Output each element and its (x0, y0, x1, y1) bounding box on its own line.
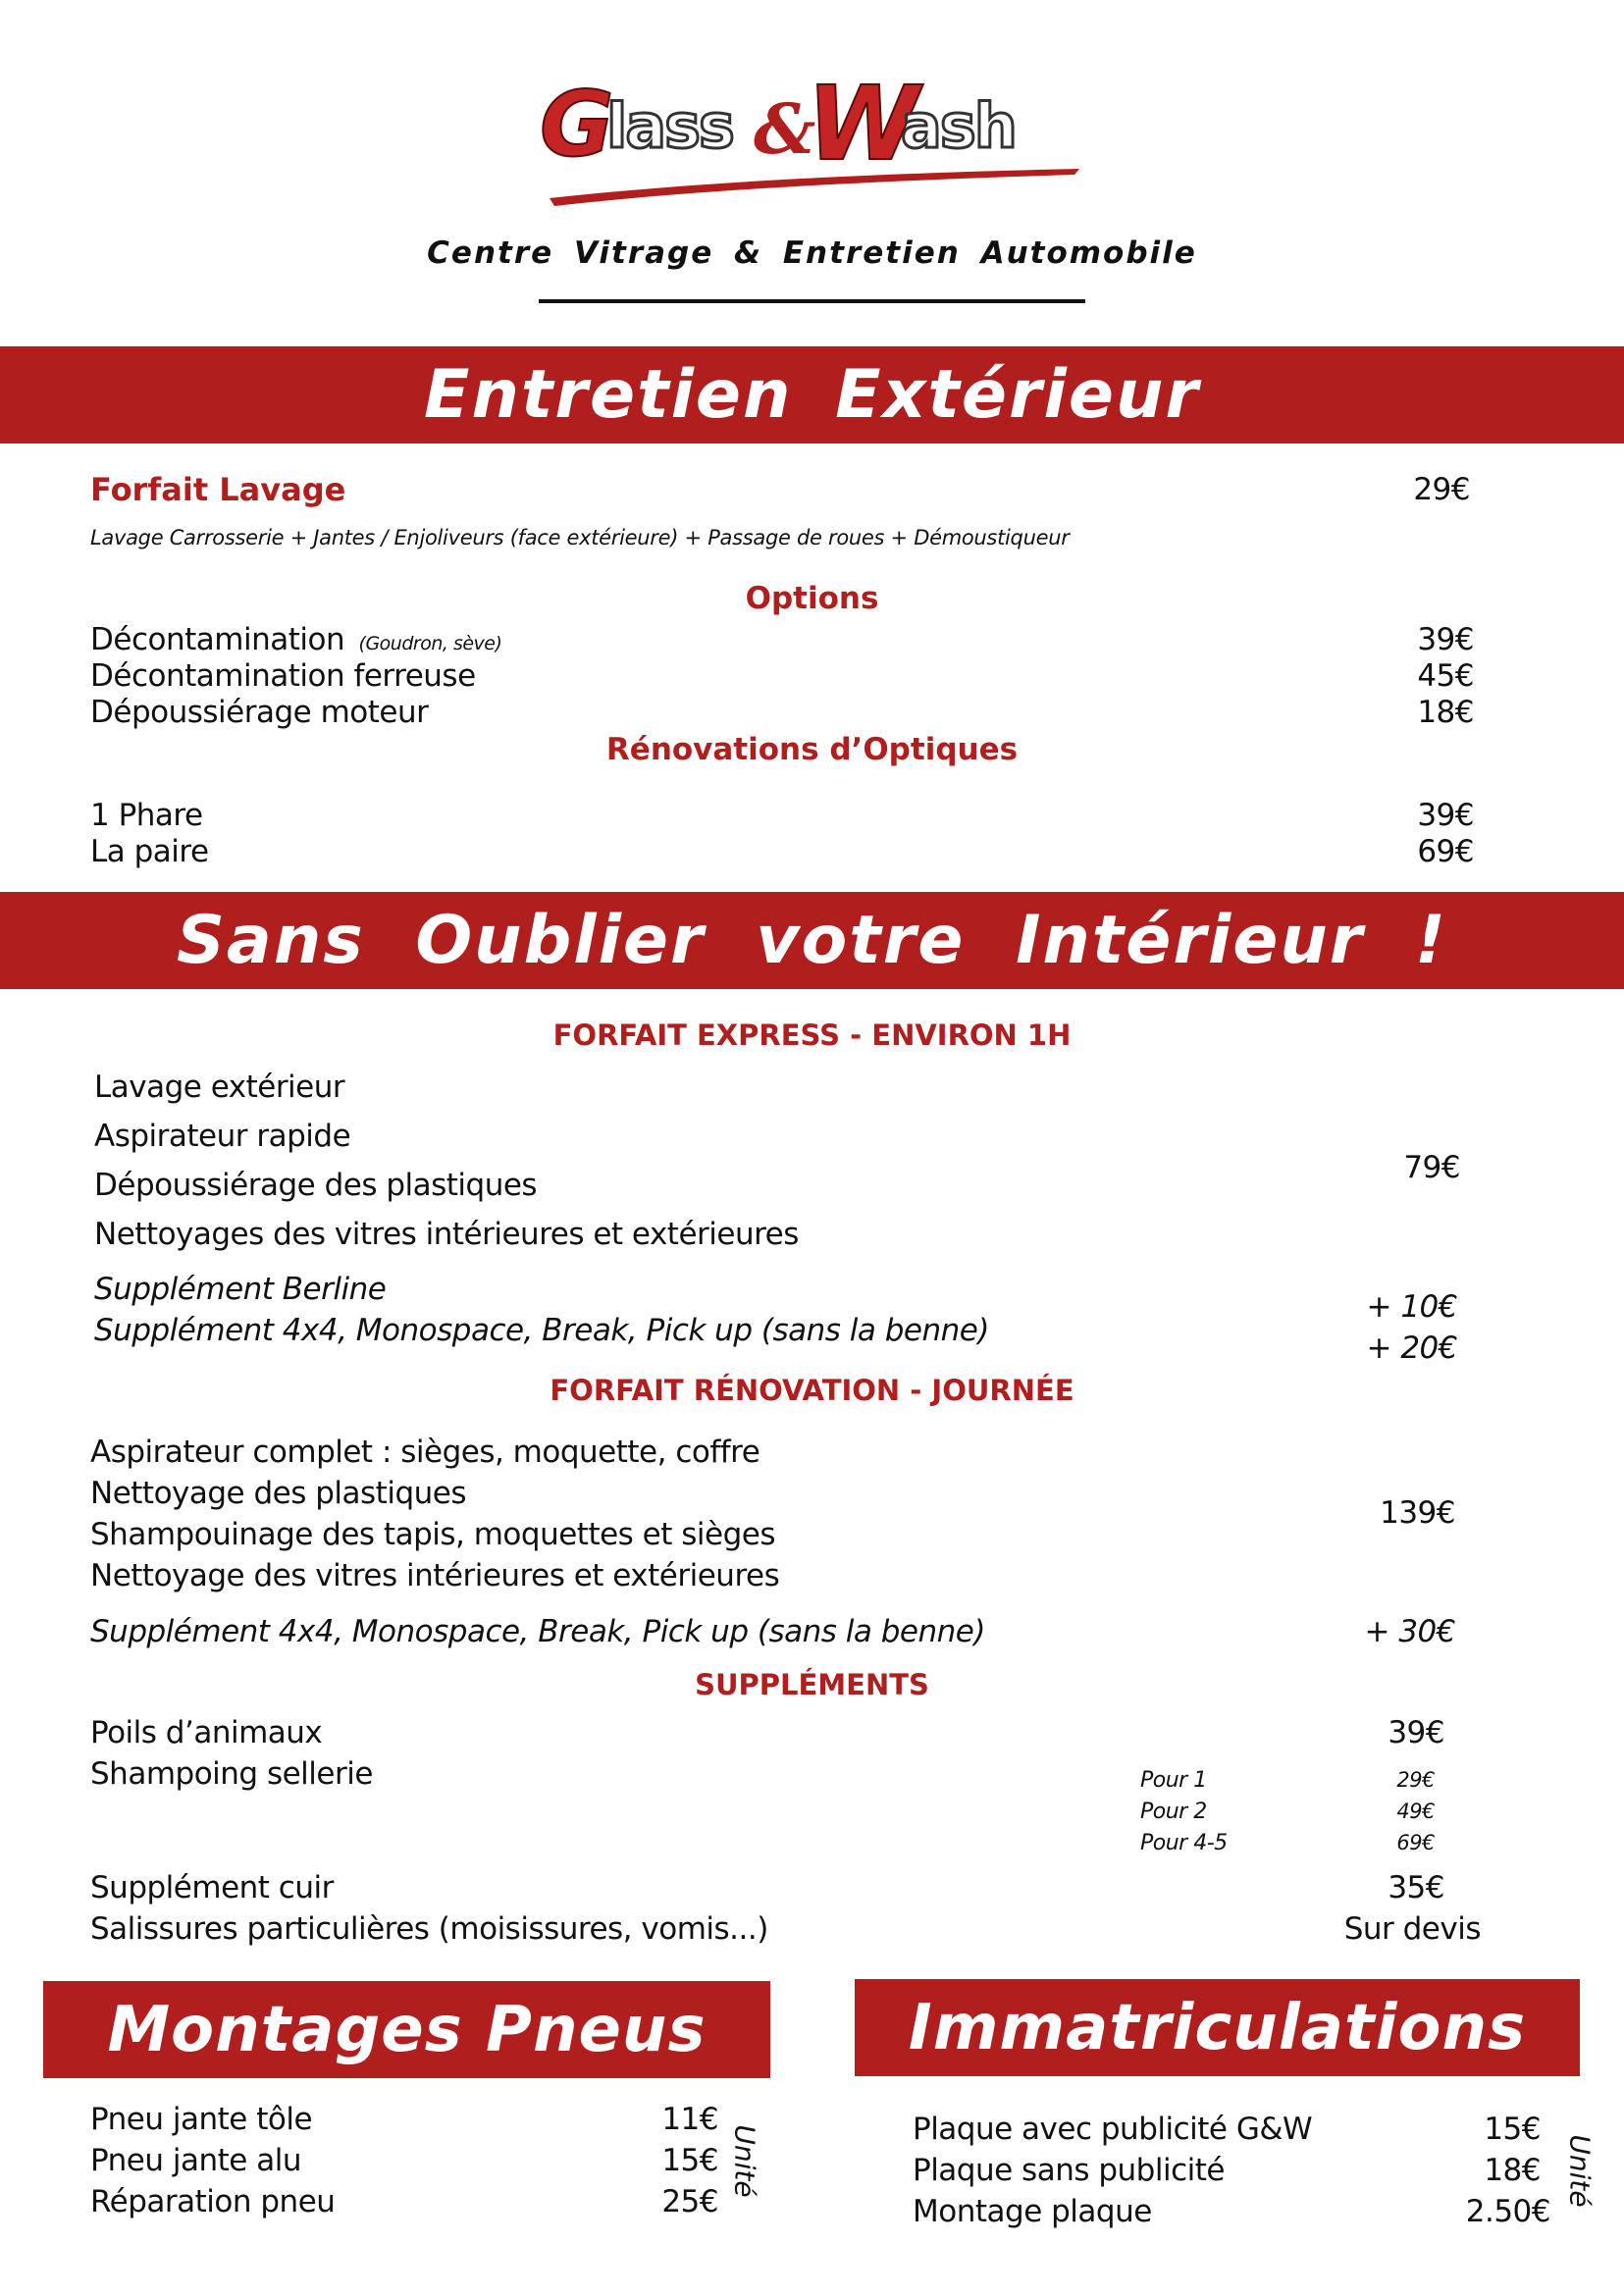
immat-label: Montage plaque (913, 2194, 1152, 2229)
immat-price: 18€ (1484, 2153, 1541, 2188)
pneu-row (90, 2102, 718, 2143)
express-items (94, 1070, 799, 1266)
optique-label: La paire (90, 834, 209, 869)
option-note: (Goudron, sève) (358, 633, 502, 654)
tier-price: 69€ (1396, 1831, 1435, 1854)
tier-label: Pour 2 (1140, 1800, 1207, 1824)
optique-row (90, 834, 1474, 870)
supplement-cuir-price: 35€ (1388, 1870, 1444, 1905)
shampoing-tier (1140, 1800, 1435, 1831)
optique-row (90, 798, 1474, 834)
option-price: 39€ (1417, 622, 1474, 657)
immat-price: 2.50€ (1465, 2194, 1550, 2229)
svg-text:lass: lass (606, 90, 733, 162)
pneu-label: Pneu jante alu (90, 2143, 301, 2178)
pneu-price: 25€ (661, 2184, 718, 2219)
immat-row (913, 2194, 1550, 2235)
renovation-heading: FORFAIT RÉNOVATION - JOURNÉE (550, 1374, 1074, 1407)
supplement-poils-price: 39€ (1388, 1715, 1444, 1750)
tagline-divider (539, 299, 1085, 303)
svg-text:ash: ash (901, 90, 1016, 162)
immat-label: Plaque sans publicité (913, 2153, 1225, 2188)
tier-price: 49€ (1396, 1800, 1435, 1823)
section-title-pneus: Montages Pneus (107, 1993, 707, 2066)
svg-text:W: W (807, 64, 919, 183)
immat-price: 15€ (1484, 2112, 1541, 2147)
option-row (90, 622, 1474, 658)
supplement-cuir-label: Supplément cuir (90, 1870, 334, 1905)
option-label: Décontamination ferreuse (90, 658, 476, 694)
immat-label: Plaque avec publicité G&W (913, 2112, 1313, 2147)
supplement-salissures-label: Salissures particulières (moisissures, vomis...) (90, 1911, 768, 1947)
optiques-heading: Rénovations d’Optiques (605, 732, 1019, 767)
section-title-exterior: Entretien Extérieur (424, 356, 1200, 434)
shampoing-tiers (1140, 1768, 1435, 1862)
option-label: Dépoussiérage moteur (90, 695, 429, 730)
option-price: 18€ (1417, 695, 1474, 730)
supplement-shampoing-label: Shampoing sellerie (90, 1756, 373, 1792)
tagline: Centre Vitrage & Entretien Automobile (427, 235, 1197, 271)
pneus-list (90, 2102, 718, 2225)
forfait-lavage-price: 29€ (1413, 472, 1470, 507)
optique-price: 69€ (1417, 834, 1474, 869)
section-title-interior: Sans Oublier votre Intérieur ! (176, 902, 1448, 979)
express-price: 79€ (1403, 1150, 1460, 1185)
tier-price: 29€ (1396, 1768, 1435, 1792)
options-heading: Options (745, 581, 879, 616)
pneus-unit-label: Unité (728, 2124, 761, 2198)
renovation-price: 139€ (1380, 1495, 1455, 1531)
tier-label: Pour 4-5 (1140, 1831, 1228, 1855)
express-supplement-price: + 20€ (1366, 1331, 1457, 1366)
section-title-immat: Immatriculations (908, 1991, 1527, 2064)
options-list (90, 622, 1474, 731)
svg-text:G: G (540, 72, 614, 177)
optique-label: 1 Phare (90, 798, 203, 833)
renovation-item: Shampouinage des tapis, moquettes et sièges (90, 1517, 775, 1552)
option-row (90, 658, 1474, 695)
express-item: Dépoussiérage des plastiques (94, 1168, 538, 1203)
pneu-price: 11€ (661, 2102, 718, 2137)
renovation-item: Aspirateur complet : sièges, moquette, coffre (90, 1435, 760, 1470)
supplements-heading: SUPPLÉMENTS (695, 1668, 929, 1701)
pneu-row (90, 2143, 718, 2184)
express-item: Aspirateur rapide (94, 1119, 351, 1154)
forfait-lavage-description: Lavage Carrosserie + Jantes / Enjoliveurs (face extérieure) + Passage de roues + Démoustiqueur (90, 526, 1070, 549)
renovation-supplement-price: + 30€ (1364, 1614, 1455, 1649)
renovation-items (90, 1435, 779, 1599)
option-price: 45€ (1417, 658, 1474, 694)
pneu-row (90, 2184, 718, 2225)
shampoing-tier (1140, 1831, 1435, 1862)
banner-interior (0, 892, 1624, 989)
express-supplement-label: Supplément 4x4, Monospace, Break, Pick up (sans la benne) (94, 1313, 989, 1348)
express-item: Lavage extérieur (94, 1070, 345, 1105)
pneu-label: Pneu jante tôle (90, 2102, 313, 2137)
supplement-poils-label: Poils d’animaux (90, 1715, 323, 1750)
express-item: Nettoyages des vitres intérieures et extérieures (94, 1217, 799, 1252)
forfait-lavage-title: Forfait Lavage (90, 471, 346, 508)
optique-price: 39€ (1417, 798, 1474, 833)
express-heading: FORFAIT EXPRESS - ENVIRON 1H (552, 1018, 1072, 1052)
supplement-salissures-price: Sur devis (1343, 1911, 1481, 1947)
svg-text:&: & (754, 88, 816, 170)
tier-label: Pour 1 (1140, 1768, 1207, 1793)
shampoing-tier (1140, 1768, 1435, 1800)
banner-immat (855, 1979, 1580, 2076)
express-supplement-label: Supplément Berline (94, 1272, 387, 1307)
pneu-price: 15€ (661, 2143, 718, 2178)
logo (530, 49, 1099, 206)
option-row (90, 695, 1474, 731)
immat-list (913, 2112, 1550, 2235)
banner-exterior (0, 346, 1624, 444)
option-label: Décontamination (90, 622, 345, 657)
renovation-supplement-label: Supplément 4x4, Monospace, Break, Pick up (sans la benne) (90, 1614, 985, 1649)
renovation-item: Nettoyage des plastiques (90, 1476, 466, 1511)
immat-unit-label: Unité (1563, 2134, 1597, 2208)
renovation-item: Nettoyage des vitres intérieures et extérieures (90, 1558, 780, 1593)
immat-row (913, 2153, 1550, 2194)
banner-pneus (43, 1981, 770, 2078)
immat-row (913, 2112, 1550, 2153)
logo-graphic (530, 49, 1099, 206)
pneu-label: Réparation pneu (90, 2184, 336, 2219)
express-supplement-price: + 10€ (1366, 1289, 1457, 1325)
optiques-list (90, 798, 1474, 870)
